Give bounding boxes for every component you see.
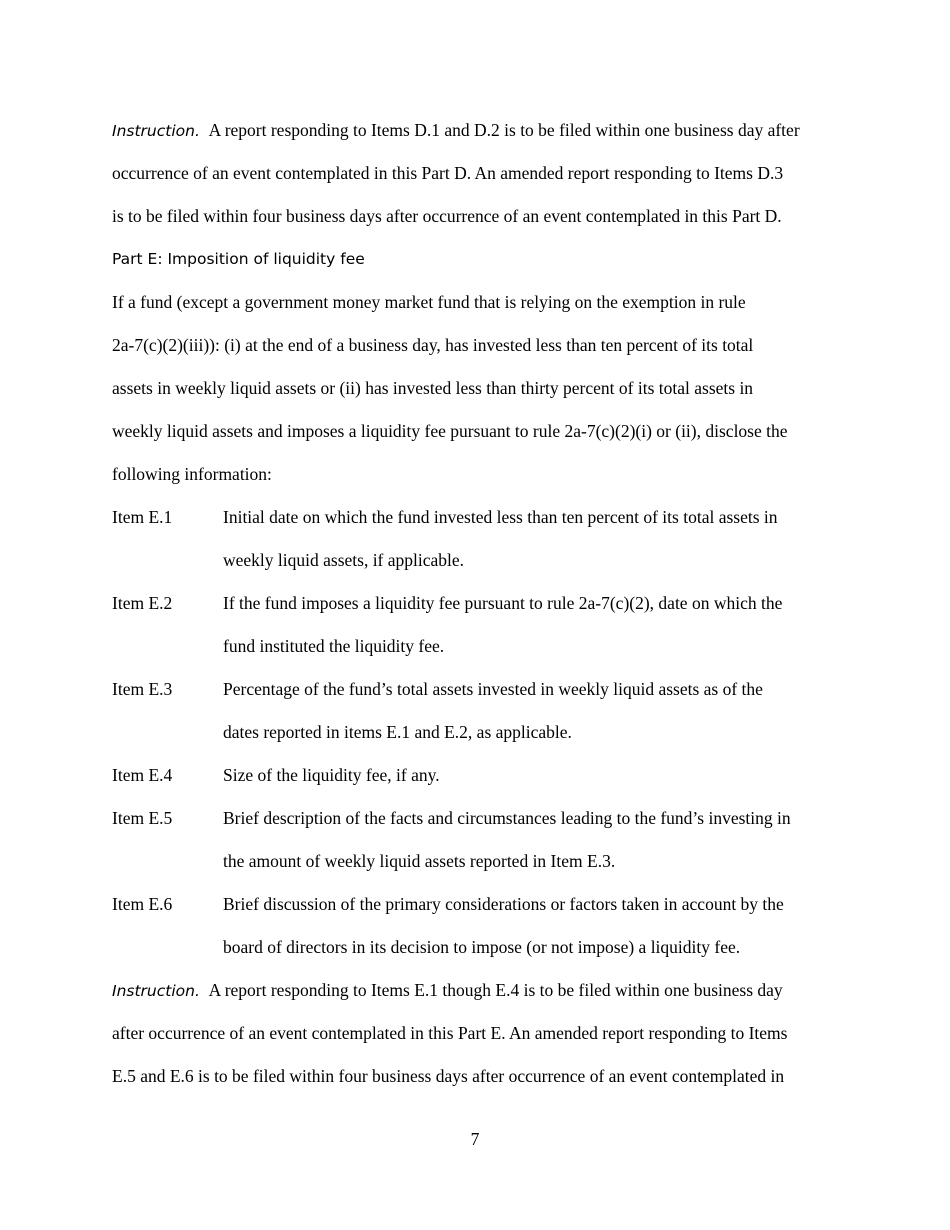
document-page (112, 112, 842, 1101)
items-list (112, 499, 842, 972)
item-text: dates reported in items E.1 and E.2, as applicable. (223, 722, 572, 742)
item-text: the amount of weekly liquid assets reported in Item E.3. (223, 851, 616, 871)
item-label: Item E.3 (112, 679, 173, 699)
instruction-label: Instruction. (112, 122, 200, 140)
item-text: Size of the liquidity fee, if any. (223, 765, 440, 785)
page-number: 7 (470, 1129, 480, 1149)
section-heading: Part E: Imposition of liquidity fee (112, 250, 365, 268)
item-label: Item E.4 (112, 765, 173, 785)
instruction-line (112, 112, 842, 155)
item-text: fund instituted the liquidity fee. (223, 636, 445, 656)
part-e-intro (112, 284, 842, 499)
intro-line: assets in weekly liquid assets or (ii) has invested less than thirty percent of its total assets in (112, 378, 754, 398)
intro-line: If a fund (except a government money market fund that is relying on the exemption in rule (112, 292, 746, 312)
instruction-line (112, 972, 842, 1015)
instruction-line: occurrence of an event contemplated in this Part D. An amended report responding to Items D.3 (112, 163, 784, 183)
instruction-part-e (112, 972, 842, 1101)
item-text: If the fund imposes a liquidity fee pursuant to rule 2a-7(c)(2), date on which the (223, 593, 783, 613)
list-item (112, 757, 842, 800)
item-label: Item E.1 (112, 507, 173, 527)
item-text: Initial date on which the fund invested less than ten percent of its total assets in (223, 507, 778, 527)
list-item (112, 585, 842, 671)
item-text: board of directors in its decision to impose (or not impose) a liquidity fee. (223, 937, 741, 957)
item-label: Item E.2 (112, 593, 173, 613)
item-label: Item E.5 (112, 808, 173, 828)
intro-line: following information: (112, 464, 272, 484)
instruction-label: Instruction. (112, 982, 200, 1000)
intro-line: weekly liquid assets and imposes a liquidity fee pursuant to rule 2a-7(c)(2)(i) or (ii), disclose the (112, 421, 788, 441)
item-text: Brief discussion of the primary considerations or factors taken in account by the (223, 894, 784, 914)
intro-line: 2a-7(c)(2)(iii)): (i) at the end of a business day, has invested less than ten percent of its total (112, 335, 754, 355)
instruction-line: is to be filed within four business days after occurrence of an event contemplated in this Part D. (112, 206, 782, 226)
instruction-line: E.5 and E.6 is to be filed within four business days after occurrence of an event contemplated in (112, 1066, 785, 1086)
item-label: Item E.6 (112, 894, 173, 914)
list-item (112, 499, 842, 585)
item-text: weekly liquid assets, if applicable. (223, 550, 465, 570)
list-item (112, 671, 842, 757)
instruction-text: A report responding to Items E.1 though E.4 is to be filed within one business day (208, 980, 783, 1000)
instruction-part-d (112, 112, 842, 241)
item-text: Brief description of the facts and circumstances leading to the fund’s investing in (223, 808, 791, 828)
instruction-text: A report responding to Items D.1 and D.2 is to be filed within one business day after (208, 120, 800, 140)
instruction-line: after occurrence of an event contemplated in this Part E. An amended report responding to Items (112, 1023, 788, 1043)
list-item (112, 886, 842, 972)
item-text: Percentage of the fund’s total assets invested in weekly liquid assets as of the (223, 679, 763, 699)
list-item (112, 800, 842, 886)
